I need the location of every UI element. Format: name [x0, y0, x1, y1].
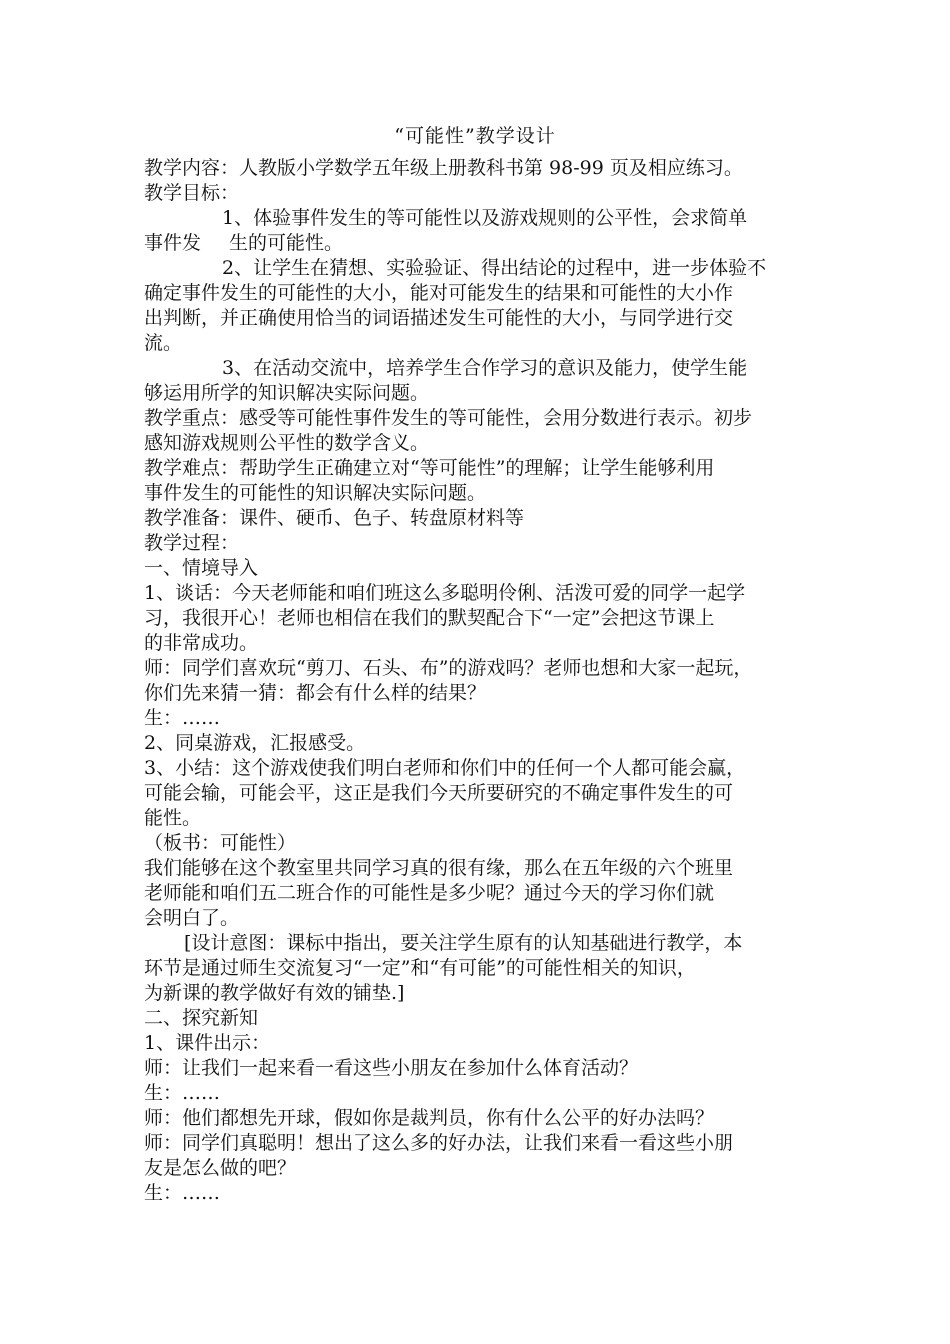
text-line: 师：让我们一起来看一看这些小朋友在参加什么体育活动？ [144, 1057, 639, 1079]
text-line: 教学目标： [144, 182, 240, 204]
text-line: 师：同学们真聪明！想出了这么多的好办法，让我们来看一看这些小朋 [144, 1132, 734, 1154]
text-line: 出判断，并正确使用恰当的词语描述发生可能性的大小，与同学进行交 [144, 307, 734, 329]
text-line: 事件发生的可能性的知识解决实际问题。 [144, 482, 487, 504]
text-line: 生：…… [144, 1082, 221, 1104]
text-line: 确定事件发生的可能性的大小，能对可能发生的结果和可能性的大小作 [144, 282, 734, 304]
text-line: 会明白了。 [144, 907, 240, 929]
text-line: 师：同学们喜欢玩“剪刀、石头、布”的游戏吗？老师也想和大家一起玩， [144, 657, 753, 679]
text-line: 生：…… [144, 1182, 221, 1204]
document-body [144, 156, 814, 1206]
section-heading: 一、情境导入 [144, 557, 259, 579]
text-line: 教学重点：感受等可能性事件发生的等可能性，会用分数进行表示。初步 [144, 407, 753, 429]
text-line: 1、课件出示： [144, 1032, 271, 1054]
text-line: 环节是通过师生交流复习“一定”和“有可能”的可能性相关的知识， [144, 957, 696, 979]
text-line: 生：…… [144, 707, 221, 729]
text-line: 习，我很开心！老师也相信在我们的默契配合下“一定”会把这节课上 [144, 607, 715, 629]
text-line: 的非常成功。 [144, 632, 259, 654]
text-line: 教学过程： [144, 532, 240, 554]
text-line: 2、同桌游戏，汇报感受。 [144, 732, 366, 754]
text-line: 3、在活动交流中，培养学生合作学习的意识及能力，使学生能 [222, 357, 748, 379]
text-line: 1、谈话：今天老师能和咱们班这么多聪明伶俐、活泼可爱的同学一起学 [144, 582, 746, 604]
text-line: 教学准备：课件、硬币、色子、转盘原材料等 [144, 507, 525, 529]
text-line: （板书：可能性） [144, 832, 297, 854]
text-line [144, 231, 814, 256]
text-line: 我们能够在这个教室里共同学习真的很有缘，那么在五年级的六个班里 [144, 857, 734, 879]
text-line: 1、体验事件发生的等可能性以及游戏规则的公平性，会求简单 [222, 207, 748, 229]
text-line: 师：他们都想先开球，假如你是裁判员，你有什么公平的好办法吗？ [144, 1107, 715, 1129]
text-line: 你们先来猜一猜：都会有什么样的结果？ [144, 682, 487, 704]
text-line: 教学难点：帮助学生正确建立对“等可能性”的理解；让学生能够利用 [144, 457, 715, 479]
text-line: 够运用所学的知识解决实际问题。 [144, 382, 430, 404]
text-line: [设计意图：课标中指出，要关注学生原有的认知基础进行教学，本 [184, 932, 743, 954]
text-line: 老师能和咱们五二班合作的可能性是多少呢？通过今天的学习你们就 [144, 882, 715, 904]
document-title: “可能性”教学设计 [394, 125, 556, 147]
text-fragment: 事件发 [144, 232, 202, 254]
text-line: 感知游戏规则公平性的数学含义。 [144, 432, 430, 454]
text-line: 可能会输，可能会平，这正是我们今天所要研究的不确定事件发生的可 [144, 782, 734, 804]
text-line: 教学内容：人教版小学数学五年级上册教科书第 98-99 页及相应练习。 [144, 157, 743, 179]
text-line: 2、让学生在猜想、实验验证、得出结论的过程中，进一步体验不 [222, 257, 767, 279]
text-line: 流。 [144, 332, 183, 354]
text-fragment: 生的可能性。 [229, 232, 344, 254]
text-line: 友是怎么做的吧？ [144, 1157, 297, 1179]
section-heading: 二、探究新知 [144, 1007, 259, 1029]
text-line: 能性。 [144, 807, 202, 829]
text-line: 3、小结：这个游戏使我们明白老师和你们中的任何一个人都可能会赢， [144, 757, 746, 779]
text-line: 为新课的教学做好有效的铺垫.] [144, 982, 405, 1004]
